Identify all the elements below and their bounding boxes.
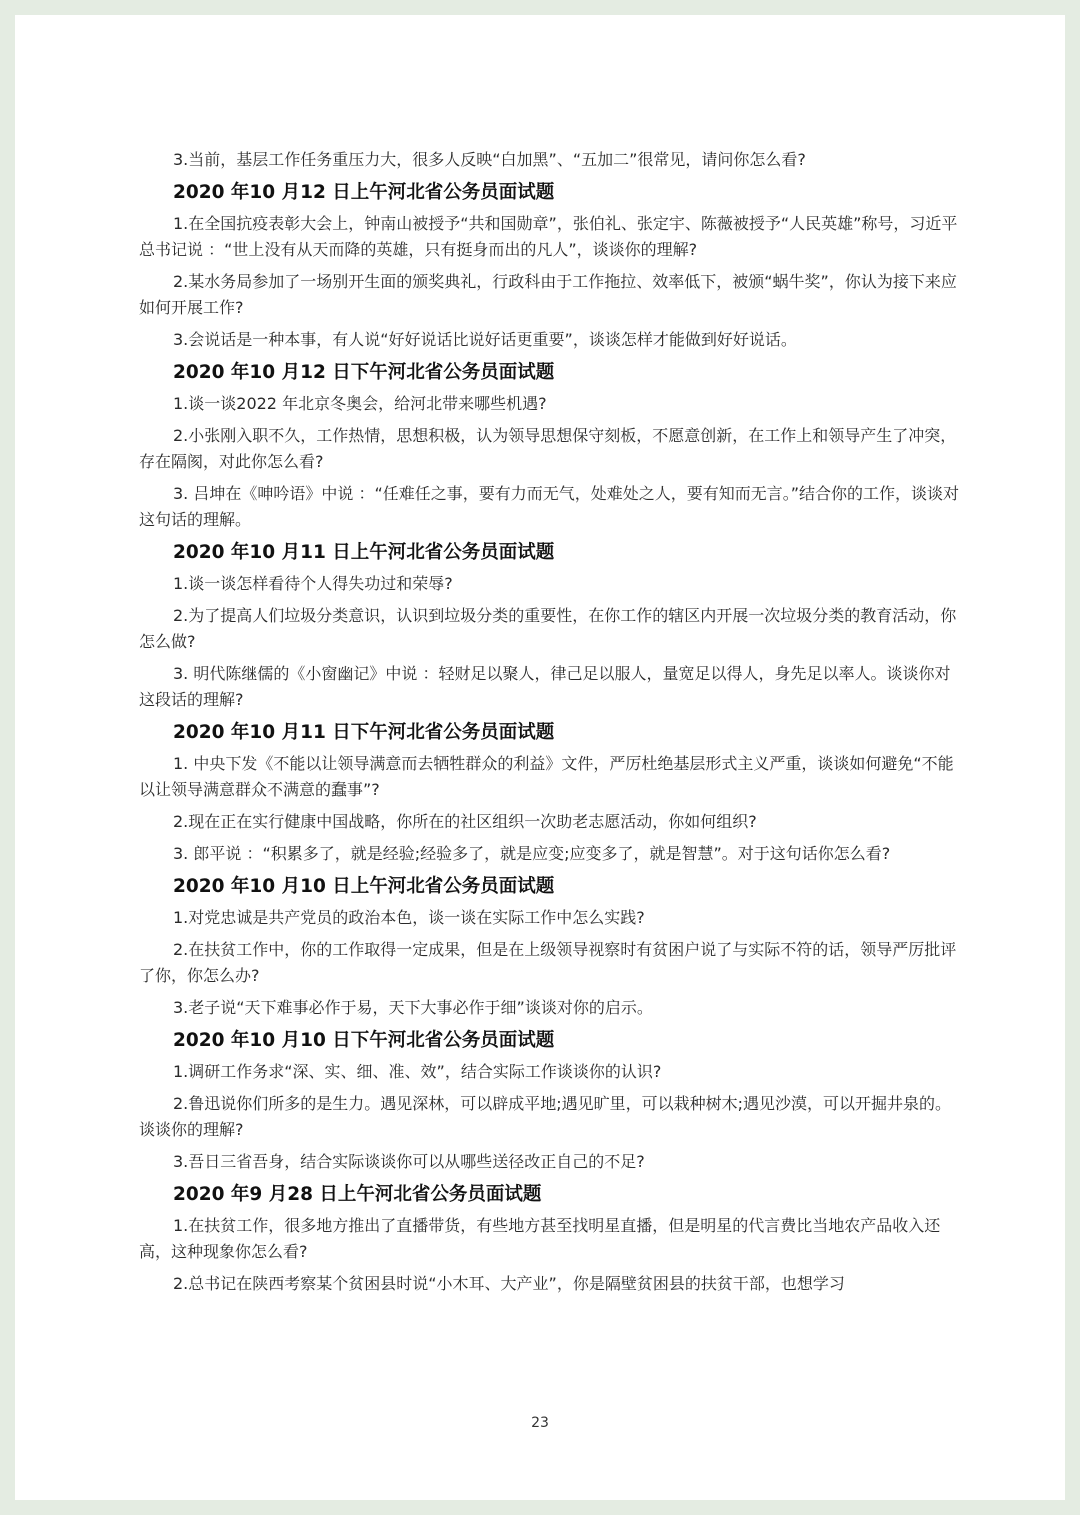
question-text: 3. 郎平说 ：“积累多了，就是经验;经验多了，就是应变;应变多了，就是智慧”。对于这句话你怎么看? [173, 844, 891, 863]
section-heading: 2020 年10 月12 日上午河北省公务员面试题 [173, 182, 555, 203]
document-body [139, 147, 961, 1303]
question-text: 2.鲁迅说你们所多的是生力。遇见深林，可以辟成平地;遇见旷里，可以栽种树木;遇见沙漠，可以开掘井泉的。谈谈你的理解? [139, 1094, 952, 1139]
question-text: 1.在全国抗疫表彰大会上，钟南山被授予“共和国勋章”，张伯礼、张定宇、陈薇被授予“人民英雄”称号，习近平总书记说 ：“世上没有从天而降的英雄，只有挺身而出的凡人”，谈谈你的理解? [139, 214, 958, 259]
question-text: 2.总书记在陕西考察某个贫困县时说“小木耳、大产业”，你是隔壁贫困县的扶贫干部，也想学习 [173, 1274, 845, 1293]
document-page [15, 15, 1065, 1500]
section-heading: 2020 年10 月10 日下午河北省公务员面试题 [173, 1030, 555, 1051]
section-heading: 2020 年10 月10 日上午河北省公务员面试题 [173, 876, 555, 897]
question-text: 2.在扶贫工作中，你的工作取得一定成果，但是在上级领导视察时有贫困户说了与实际不符的话，领导严厉批评了你，你怎么办? [139, 940, 957, 985]
question-text: 3.老子说“天下难事必作于易，天下大事必作于细”谈谈对你的启示。 [173, 998, 653, 1017]
question-text: 2.某水务局参加了一场别开生面的颁奖典礼，行政科由于工作拖拉、效率低下，被颁“蜗牛奖”，你认为接下来应如何开展工作? [139, 272, 957, 317]
question-text: 2.小张刚入职不久，工作热情，思想积极，认为领导思想保守刻板，不愿意创新，在工作上和领导产生了冲突，存在隔阂，对此你怎么看? [139, 426, 957, 471]
question-text: 1. 中央下发《不能以让领导满意而去牺牲群众的利益》文件，严厉杜绝基层形式主义严重，谈谈如何避免“不能以让领导满意群众不满意的蠢事”? [139, 754, 954, 799]
question-text: 2.现在正在实行健康中国战略，你所在的社区组织一次助老志愿活动，你如何组织? [173, 812, 757, 831]
question-text: 1.对党忠诚是共产党员的政治本色，谈一谈在实际工作中怎么实践? [173, 908, 645, 927]
question-text: 3.当前，基层工作任务重压力大，很多人反映“白加黑”、“五加二”很常见，请问你怎么看? [173, 150, 806, 169]
question-text: 1.在扶贫工作，很多地方推出了直播带货，有些地方甚至找明星直播，但是明星的代言费比当地农产品收入还高，这种现象你怎么看? [139, 1216, 941, 1261]
page-number: 23 [531, 1415, 549, 1431]
question-text: 3.会说话是一种本事，有人说“好好说话比说好话更重要”，谈谈怎样才能做到好好说话。 [173, 330, 797, 349]
question-text: 3.吾日三省吾身，结合实际谈谈你可以从哪些送径改正自己的不足? [173, 1152, 645, 1171]
question-text: 1.谈一谈怎样看待个人得失功过和荣辱? [173, 574, 453, 593]
question-text: 1.调研工作务求“深、实、细、准、效”，结合实际工作谈谈你的认识? [173, 1062, 662, 1081]
section-heading: 2020 年10 月11 日上午河北省公务员面试题 [173, 542, 555, 563]
question-text: 3. 明代陈继儒的《小窗幽记》中说 ：轻财足以聚人，律己足以服人，量宽足以得人，身先足以率人。谈谈你对这段话的理解? [139, 664, 951, 709]
section-heading: 2020 年10 月12 日下午河北省公务员面试题 [173, 362, 555, 383]
question-text: 1.谈一谈2022 年北京冬奥会，给河北带来哪些机遇? [173, 394, 547, 413]
question-text: 2.为了提高人们垃圾分类意识，认识到垃圾分类的重要性，在你工作的辖区内开展一次垃圾分类的教育活动，你怎么做? [139, 606, 957, 651]
section-heading: 2020 年10 月11 日下午河北省公务员面试题 [173, 722, 555, 743]
question-text: 3. 吕坤在《呻吟语》中说 ：“任难任之事，要有力而无气，处难处之人，要有知而无言。”结合你的工作，谈谈对这句话的理解。 [139, 484, 960, 529]
section-heading: 2020 年9 月28 日上午河北省公务员面试题 [173, 1184, 542, 1205]
